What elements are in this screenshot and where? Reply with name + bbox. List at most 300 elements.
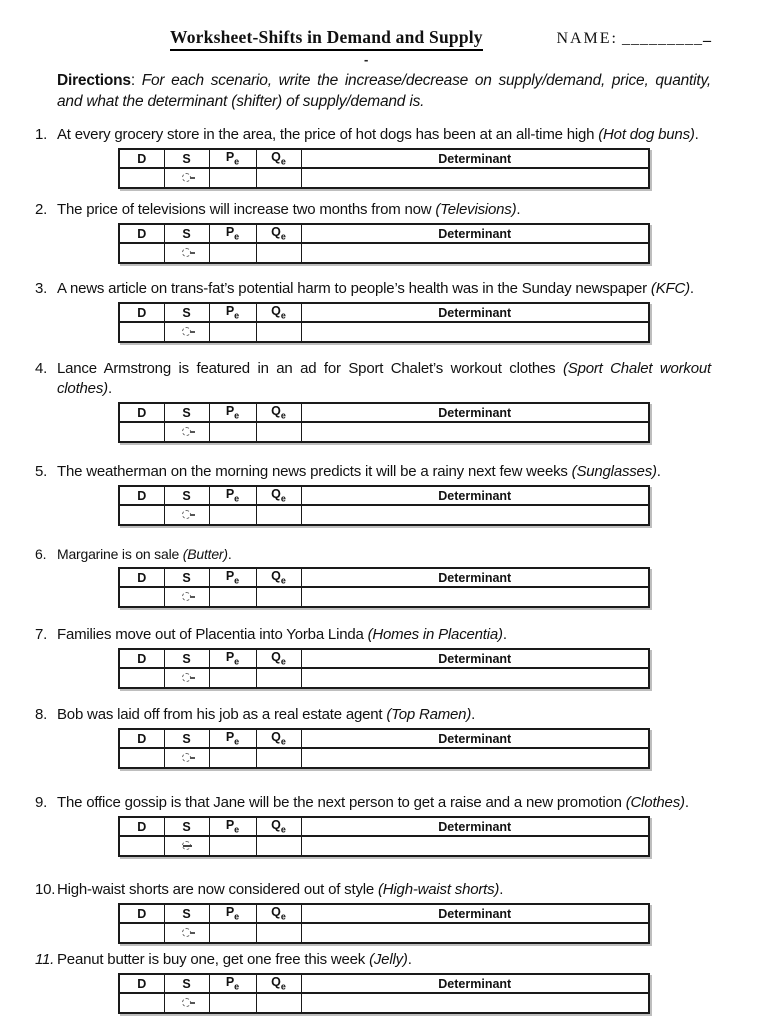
item-text-parenthetical: (High-waist shorts) [378,881,500,898]
pen-mark-icon [182,753,191,762]
table-answer-row [119,993,649,1013]
col-header-demand [119,649,164,668]
item-number: 6. [35,546,47,562]
answer-cell-demand [119,748,164,768]
col-header-price [209,974,256,993]
answer-cell-quantity [256,836,301,856]
answer-cell-demand [119,836,164,856]
answer-table [118,903,650,944]
col-header-demand [119,568,164,587]
item-text-main: Bob was laid off from his job as a real estate agent [57,706,387,723]
col-header-determinant-label: Determinant [438,906,512,921]
answer-table [118,728,650,769]
col-header-quantity-subscript: e [280,156,286,167]
col-header-quantity-label: Q [271,487,281,502]
col-header-demand-label: D [137,976,147,991]
col-header-price [209,486,256,505]
col-header-quantity [256,568,301,587]
col-header-quantity-label: Q [271,975,281,990]
col-header-price-label: P [225,905,235,920]
item-line [35,625,711,645]
item-number: 7. [35,626,48,643]
col-header-price-subscript: e [234,231,240,242]
table-answer-row [119,422,649,442]
answer-cell-price [209,168,256,188]
answer-cell-supply [164,505,209,525]
col-header-quantity-subscript: e [280,736,286,747]
col-header-determinant-label: Determinant [438,488,512,503]
directions-label: Directions [57,72,131,89]
col-header-quantity-subscript: e [280,310,286,321]
col-header-demand [119,303,164,322]
item-text-main: High-waist shorts are now considered out of style [57,881,378,898]
col-header-quantity [256,729,301,748]
col-header-supply-label: S [182,651,191,666]
col-header-quantity-subscript: e [280,575,286,586]
item-text-parenthetical: (Clothes) [625,794,685,811]
item-line [35,200,711,220]
col-header-quantity [256,974,301,993]
answer-table [118,973,650,1014]
table-answer-row [119,168,649,188]
answer-table [118,223,650,264]
items-list [35,125,711,1014]
col-header-demand [119,729,164,748]
col-header-supply [164,649,209,668]
item-line [35,545,711,564]
item-number: 5. [35,463,48,480]
name-blank-tail: _ [703,27,711,44]
answer-cell-determinant [301,243,649,263]
col-header-determinant-label: Determinant [438,731,512,746]
pen-mark-icon [182,173,191,182]
answer-cell-determinant [301,422,649,442]
col-header-quantity [256,403,301,422]
col-header-supply [164,403,209,422]
col-header-determinant-label: Determinant [438,570,512,585]
col-header-price-label: P [225,730,235,745]
col-header-demand-label: D [137,151,147,166]
answer-cell-supply [164,168,209,188]
item-number: 2. [35,201,48,218]
col-header-price-subscript: e [234,493,240,504]
table-answer-row [119,668,649,688]
item-number: 8. [35,706,48,723]
col-header-price [209,904,256,923]
item-number: 1. [35,126,48,143]
item-text-period: . [684,794,689,811]
table-header-row [119,568,649,587]
item-text [57,125,711,145]
item-text-period: . [502,626,507,643]
col-header-quantity [256,486,301,505]
col-header-supply [164,486,209,505]
table-header-row [119,149,649,168]
table-answer-row [119,243,649,263]
col-header-demand-label: D [137,906,147,921]
item-text [57,462,711,482]
answer-cell-supply [164,587,209,607]
stray-mark: - [364,52,369,67]
pen-mark-icon [182,841,191,850]
item-text-period: . [689,280,694,297]
col-header-determinant-label: Determinant [438,405,512,420]
item-text [57,625,711,645]
col-header-price [209,649,256,668]
name-field [556,27,711,48]
answer-table [118,816,650,857]
item-line [35,462,711,482]
col-header-demand-label: D [137,488,147,503]
page-title: Worksheet-Shifts in Demand and Supply [170,27,483,51]
col-header-price-subscript: e [234,656,240,667]
col-header-demand-label: D [137,731,147,746]
col-header-determinant-label: Determinant [438,305,512,320]
item-text-main: At every grocery store in the area, the price of hot dogs has been at an all-time high [57,126,599,143]
item-text [57,200,711,220]
answer-cell-demand [119,505,164,525]
answer-cell-supply [164,993,209,1013]
col-header-supply [164,303,209,322]
col-header-determinant-label: Determinant [438,976,512,991]
col-header-supply-label: S [182,405,191,420]
answer-cell-determinant [301,748,649,768]
col-header-determinant [301,817,649,836]
col-header-quantity-label: Q [271,650,281,665]
answer-cell-determinant [301,923,649,943]
col-header-price [209,224,256,243]
col-header-quantity-subscript: e [280,656,286,667]
col-header-price-label: P [225,975,235,990]
col-header-supply-label: S [182,976,191,991]
answer-cell-price [209,587,256,607]
answer-cell-price [209,322,256,342]
col-header-determinant-label: Determinant [438,819,512,834]
item-text-parenthetical: (Butter) [182,546,228,562]
item-text [57,880,711,900]
item-number: 9. [35,794,48,811]
answer-cell-quantity [256,993,301,1013]
header [35,27,711,51]
col-header-quantity [256,904,301,923]
item-text-period: . [407,951,412,968]
col-header-supply-label: S [182,731,191,746]
item-line [35,279,711,299]
col-header-demand-label: D [137,819,147,834]
pen-mark-icon [182,327,191,336]
item-text-period: . [516,201,521,218]
item-number: 11. [35,951,55,968]
col-header-quantity-label: Q [271,404,281,419]
col-header-price [209,303,256,322]
pen-mark-icon [182,673,191,682]
col-header-demand [119,974,164,993]
item-text-parenthetical: (Top Ramen) [386,706,472,723]
answer-cell-quantity [256,322,301,342]
item-text [57,705,711,725]
directions [57,70,711,112]
item-text-main: Peanut butter is buy one, get one free this week [57,951,370,968]
table-header-row [119,974,649,993]
col-header-quantity-label: Q [271,304,281,319]
col-header-quantity-subscript: e [280,911,286,922]
answer-cell-supply [164,668,209,688]
item-text-period: . [107,380,112,397]
item-text-parenthetical: (Hot dog buns) [598,126,695,143]
worksheet-item [35,125,711,189]
col-header-demand-label: D [137,570,147,585]
item-text [57,793,711,813]
col-header-price-label: P [225,569,235,584]
item-text-period: . [656,463,661,480]
col-header-price-label: P [225,818,235,833]
pen-mark-icon [182,248,191,257]
table-header-row [119,729,649,748]
col-header-supply-label: S [182,151,191,166]
col-header-determinant [301,649,649,668]
col-header-determinant [301,974,649,993]
item-text [57,545,711,564]
answer-cell-determinant [301,993,649,1013]
item-text-parenthetical: (Televisions) [435,201,517,218]
answer-cell-price [209,422,256,442]
col-header-price-label: P [225,650,235,665]
worksheet-item [35,705,711,769]
answer-cell-price [209,668,256,688]
col-header-quantity-subscript: e [280,410,286,421]
answer-cell-demand [119,993,164,1013]
answer-cell-price [209,836,256,856]
pen-mark-icon [182,928,191,937]
col-header-quantity-label: Q [271,905,281,920]
pen-mark-icon [182,427,191,436]
answer-cell-supply [164,836,209,856]
answer-table [118,302,650,343]
table-header-row [119,904,649,923]
col-header-quantity-label: Q [271,225,281,240]
item-text-main: Families move out of Placentia into Yorba Linda [57,626,368,643]
answer-cell-price [209,923,256,943]
col-header-price-subscript: e [234,824,240,835]
answer-cell-quantity [256,748,301,768]
col-header-price-subscript: e [234,575,240,586]
col-header-supply [164,817,209,836]
col-header-demand [119,403,164,422]
col-header-quantity [256,303,301,322]
answer-table [118,148,650,189]
worksheet-item [35,462,711,526]
answer-cell-supply [164,243,209,263]
answer-cell-determinant [301,836,649,856]
item-line [35,359,711,399]
name-blank-line: _________ [622,30,703,47]
item-text-main: Margarine is on sale [57,546,183,562]
col-header-quantity [256,817,301,836]
col-header-price [209,729,256,748]
worksheet-item [35,950,711,1014]
col-header-quantity-label: Q [271,818,281,833]
col-header-supply-label: S [182,226,191,241]
pen-mark-icon [182,998,191,1007]
col-header-supply-label: S [182,305,191,320]
col-header-demand [119,904,164,923]
answer-cell-quantity [256,168,301,188]
pen-mark-icon [182,510,191,519]
col-header-price-label: P [225,487,235,502]
col-header-supply [164,224,209,243]
col-header-price-subscript: e [234,310,240,321]
col-header-determinant [301,729,649,748]
answer-table [118,567,650,608]
col-header-demand [119,486,164,505]
item-text [57,950,711,970]
col-header-demand-label: D [137,305,147,320]
col-header-price-label: P [225,150,235,165]
col-header-price-subscript: e [234,981,240,992]
col-header-demand-label: D [137,226,147,241]
col-header-demand-label: D [137,405,147,420]
col-header-supply [164,904,209,923]
col-header-price [209,403,256,422]
col-header-demand [119,224,164,243]
col-header-determinant [301,904,649,923]
answer-cell-price [209,243,256,263]
col-header-determinant [301,486,649,505]
col-header-determinant [301,568,649,587]
directions-colon: : [130,72,142,89]
col-header-quantity [256,224,301,243]
answer-table [118,485,650,526]
table-header-row [119,649,649,668]
item-text-period: . [227,546,232,562]
answer-cell-supply [164,322,209,342]
item-number: 3. [35,280,48,297]
col-header-quantity-label: Q [271,569,281,584]
worksheet-item [35,200,711,264]
answer-cell-quantity [256,587,301,607]
table-header-row [119,403,649,422]
answer-cell-price [209,993,256,1013]
answer-cell-demand [119,923,164,943]
pen-mark-icon [182,592,191,601]
col-header-price-subscript: e [234,736,240,747]
table-header-row [119,486,649,505]
answer-cell-quantity [256,422,301,442]
table-answer-row [119,836,649,856]
answer-table [118,402,650,443]
item-text-parenthetical: (Jelly) [369,951,408,968]
col-header-supply [164,729,209,748]
col-header-determinant-label: Determinant [438,151,512,166]
answer-cell-quantity [256,668,301,688]
table-answer-row [119,748,649,768]
item-text-main: The price of televisions will increase two months from now [57,201,436,218]
answer-cell-determinant [301,322,649,342]
item-text-parenthetical: (KFC) [650,280,690,297]
table-answer-row [119,587,649,607]
answer-cell-price [209,505,256,525]
col-header-demand [119,817,164,836]
worksheet-item [35,625,711,689]
answer-cell-demand [119,587,164,607]
col-header-price [209,817,256,836]
col-header-price-subscript: e [234,911,240,922]
table-header-row [119,224,649,243]
answer-cell-quantity [256,505,301,525]
col-header-supply [164,974,209,993]
col-header-supply [164,568,209,587]
answer-cell-demand [119,422,164,442]
answer-cell-quantity [256,923,301,943]
col-header-quantity-subscript: e [280,231,286,242]
answer-cell-determinant [301,168,649,188]
item-text [57,359,711,399]
item-text [57,279,711,299]
table-header-row [119,303,649,322]
item-text-period: . [499,881,504,898]
answer-cell-determinant [301,587,649,607]
answer-cell-demand [119,243,164,263]
answer-cell-quantity [256,243,301,263]
answer-table [118,648,650,689]
col-header-supply-label: S [182,488,191,503]
col-header-price-subscript: e [234,410,240,421]
item-text-parenthetical: (Homes in Placentia) [367,626,503,643]
worksheet-item [35,793,711,857]
name-label: NAME: [556,30,618,47]
table-header-row [119,817,649,836]
table-answer-row [119,322,649,342]
answer-cell-price [209,748,256,768]
col-header-price-label: P [225,225,235,240]
item-text-period: . [471,706,476,723]
item-text-period: . [694,126,699,143]
col-header-quantity-label: Q [271,730,281,745]
worksheet-item [35,880,711,944]
answer-cell-demand [119,322,164,342]
table-answer-row [119,505,649,525]
col-header-price-subscript: e [234,156,240,167]
item-line [35,705,711,725]
item-line [35,793,711,813]
col-header-determinant-label: Determinant [438,226,512,241]
col-header-price-label: P [225,304,235,319]
directions-text: For each scenario, write the increase/decrease on supply/demand, price, quantity, and what the determinant (shifter) of supply/demand is. [57,72,711,110]
col-header-supply [164,149,209,168]
answer-cell-supply [164,923,209,943]
col-header-demand-label: D [137,651,147,666]
item-text-main: A news article on trans-fat’s potential harm to people’s health was in the Sunday newspaper [57,280,651,297]
col-header-quantity [256,649,301,668]
col-header-determinant [301,303,649,322]
col-header-price-label: P [225,404,235,419]
col-header-quantity-label: Q [271,150,281,165]
answer-cell-determinant [301,668,649,688]
answer-cell-supply [164,422,209,442]
col-header-quantity-subscript: e [280,493,286,504]
answer-cell-determinant [301,505,649,525]
col-header-demand [119,149,164,168]
worksheet-item [35,359,711,443]
item-number: 4. [35,360,48,377]
table-answer-row [119,923,649,943]
item-line [35,125,711,145]
item-line [35,950,711,970]
col-header-supply-label: S [182,570,191,585]
col-header-quantity-subscript: e [280,824,286,835]
worksheet-item [35,545,711,608]
worksheet-item [35,279,711,343]
